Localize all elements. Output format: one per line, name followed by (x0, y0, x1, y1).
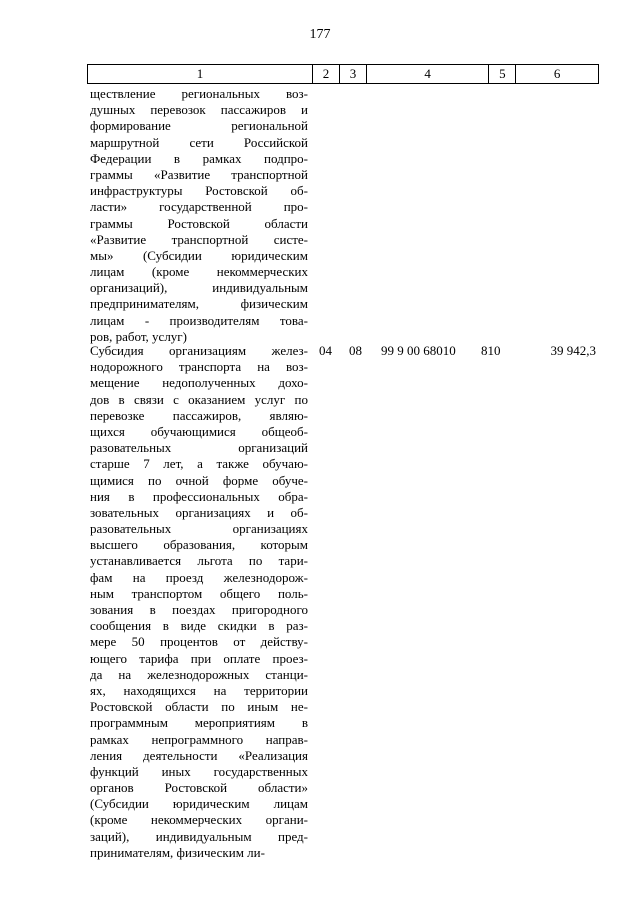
description-line: ях, находящихся на территории (90, 682, 308, 698)
row2-col4-value: 99 9 00 68010 (381, 343, 456, 358)
description-line: граммы Ростовской области (90, 215, 308, 231)
description-line: Федерации в рамках подпро- (90, 150, 308, 166)
header-col-4: 4 (367, 65, 490, 83)
description-line: ров, работ, услуг) (90, 328, 187, 344)
description-line: формирование региональной (90, 118, 308, 134)
description-line: ющего тарифа при оплате проез- (90, 650, 308, 666)
description-line: функций иных государственных (90, 763, 308, 779)
description-line: старше 7 лет, а также обучаю- (90, 456, 308, 472)
description-line: зования в поездах пригородного (90, 602, 308, 617)
description-line: лицам - производителям това- (90, 312, 308, 328)
description-line: душных перевозок пассажиров и (90, 102, 308, 118)
header-col-2: 2 (313, 65, 340, 83)
description-line: высшего образования, которым (90, 537, 308, 553)
description-line: лицам (кроме некоммерческих (90, 264, 308, 280)
header-col-1: 1 (88, 65, 313, 83)
description-line: (Субсидии юридическим лицам (90, 796, 308, 812)
description-line: ным транспортом общего поль- (90, 585, 308, 601)
description-line: разовательных организациях (90, 521, 308, 537)
table-header-row (87, 64, 599, 84)
description-line: ления деятельности «Реализация (90, 747, 308, 763)
description-line: организаций), индивидуальным (90, 280, 308, 296)
description-line: предпринимателям, физическим (90, 296, 308, 312)
description-line: фам на проезд железнодорож- (90, 569, 308, 585)
header-col-6: 6 (553, 66, 561, 81)
description-line: «Развитие транспортной систе- (90, 231, 308, 247)
row2-col5-value: 810 (481, 343, 501, 358)
description-line: щихся обучающимися общеоб- (90, 423, 308, 439)
description-line: инфраструктуры Ростовской об- (90, 183, 308, 199)
description-line: дов в связи с оказанием услуг по (90, 391, 308, 407)
description-line: зовательных организациях и об- (90, 504, 308, 520)
description-line: ществление региональных воз- (90, 86, 308, 101)
description-line: Субсидия организациям желез- (90, 343, 308, 358)
row2-description (90, 343, 308, 861)
description-line: щимися по очной форме обуче- (90, 472, 308, 488)
description-line: органов Ростовской области» (90, 780, 308, 796)
description-line: принимателям, физическим ли- (90, 844, 265, 860)
description-line: устанавливается льгота по тари- (90, 553, 308, 569)
description-line: рамках непрограммного направ- (90, 731, 308, 747)
description-line: программным мероприятиям в (90, 715, 308, 731)
row2-col6-value: 39 942,3 (550, 343, 596, 358)
row2-col3-value: 08 (349, 343, 362, 358)
description-line: ния в профессиональных обра- (90, 488, 308, 504)
description-line: мещение недополученных дохо- (90, 375, 308, 391)
description-line: заций), индивидуальным пред- (90, 828, 308, 844)
row1-description (90, 86, 308, 345)
description-line: маршрутной сети Российской (90, 134, 308, 150)
page-number: 177 (309, 27, 331, 42)
description-line: разовательных организаций (90, 440, 308, 456)
description-line: да на железнодорожных станци- (90, 666, 308, 682)
description-line: Ростовской области по иным не- (90, 699, 308, 715)
description-line: мере 50 процентов от действу- (90, 634, 308, 650)
description-line: граммы «Развитие транспортной (90, 166, 308, 182)
description-line: мы» (Субсидии юридическим (90, 247, 308, 263)
description-line: перевозке пассажиров, являю- (90, 407, 308, 423)
description-line: сообщения в виде скидки в раз- (90, 618, 308, 634)
row2-col2-value: 04 (319, 343, 332, 358)
description-line: (кроме некоммерческих органи- (90, 812, 308, 828)
header-col-3: 3 (340, 65, 367, 83)
description-line: нодорожного транспорта на воз- (90, 359, 308, 375)
header-col-5: 5 (489, 65, 516, 83)
description-line: ласти» государственной про- (90, 199, 308, 215)
